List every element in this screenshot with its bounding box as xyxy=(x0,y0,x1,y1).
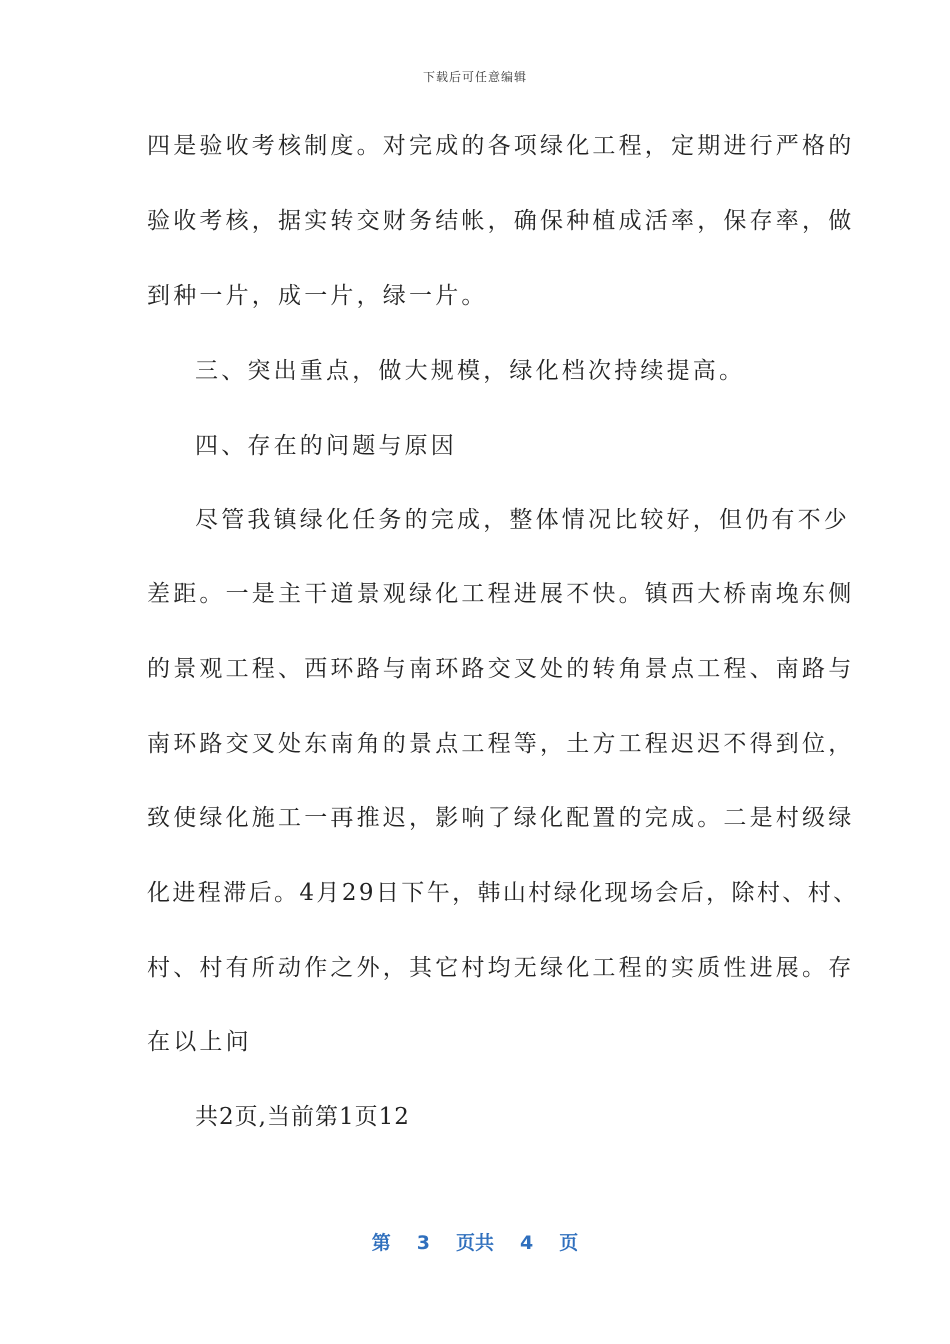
body-line-8: 的景观工程、西环路与南环路交叉处的转角景点工程、南路与 xyxy=(147,656,855,682)
footer-middle: 页共 xyxy=(455,1232,494,1254)
footer-suffix: 页 xyxy=(559,1232,579,1254)
body-line-9: 南环路交叉处东南角的景点工程等，土方工程迟迟不得到位， xyxy=(147,731,855,757)
body-line-1: 四是验收考核制度。对完成的各项绿化工程，定期进行严格的 xyxy=(147,133,855,159)
body-line-10: 致使绿化施工一再推迟，影响了绿化配置的完成。二是村级绿 xyxy=(147,805,855,831)
header-note: 下载后可任意编辑 xyxy=(422,70,527,84)
body-line-2: 验收考核，据实转交财务结帐，确保种植成活率，保存率，做 xyxy=(147,208,855,234)
body-line-7: 差距。一是主干道景观绿化工程进展不快。镇西大桥南堍东侧 xyxy=(147,581,855,607)
body-line-6: 尽管我镇绿化任务的完成，整体情况比较好，但仍有不少 xyxy=(195,507,850,533)
body-line-11: 化进程滞后。4月29日下午，韩山村绿化现场会后，除村、村、 xyxy=(147,880,859,906)
section-heading-3: 三、突出重点，做大规模，绿化档次持续提高。 xyxy=(195,358,746,384)
body-line-13: 在以上问 xyxy=(147,1029,252,1055)
footer-total-pages: 4 xyxy=(520,1232,534,1254)
section-heading-4: 四、存在的问题与原因 xyxy=(195,433,457,459)
page-footer xyxy=(0,1228,950,1255)
body-line-3: 到种一片，成一片，绿一片。 xyxy=(147,283,488,309)
footer-prefix: 第 xyxy=(371,1232,391,1254)
body-line-12: 村、村有所动作之外，其它村均无绿化工程的实质性进展。存 xyxy=(147,955,855,981)
footer-current-page: 3 xyxy=(416,1232,430,1254)
page-info-line: 共2页,当前第1页12 xyxy=(195,1104,410,1130)
